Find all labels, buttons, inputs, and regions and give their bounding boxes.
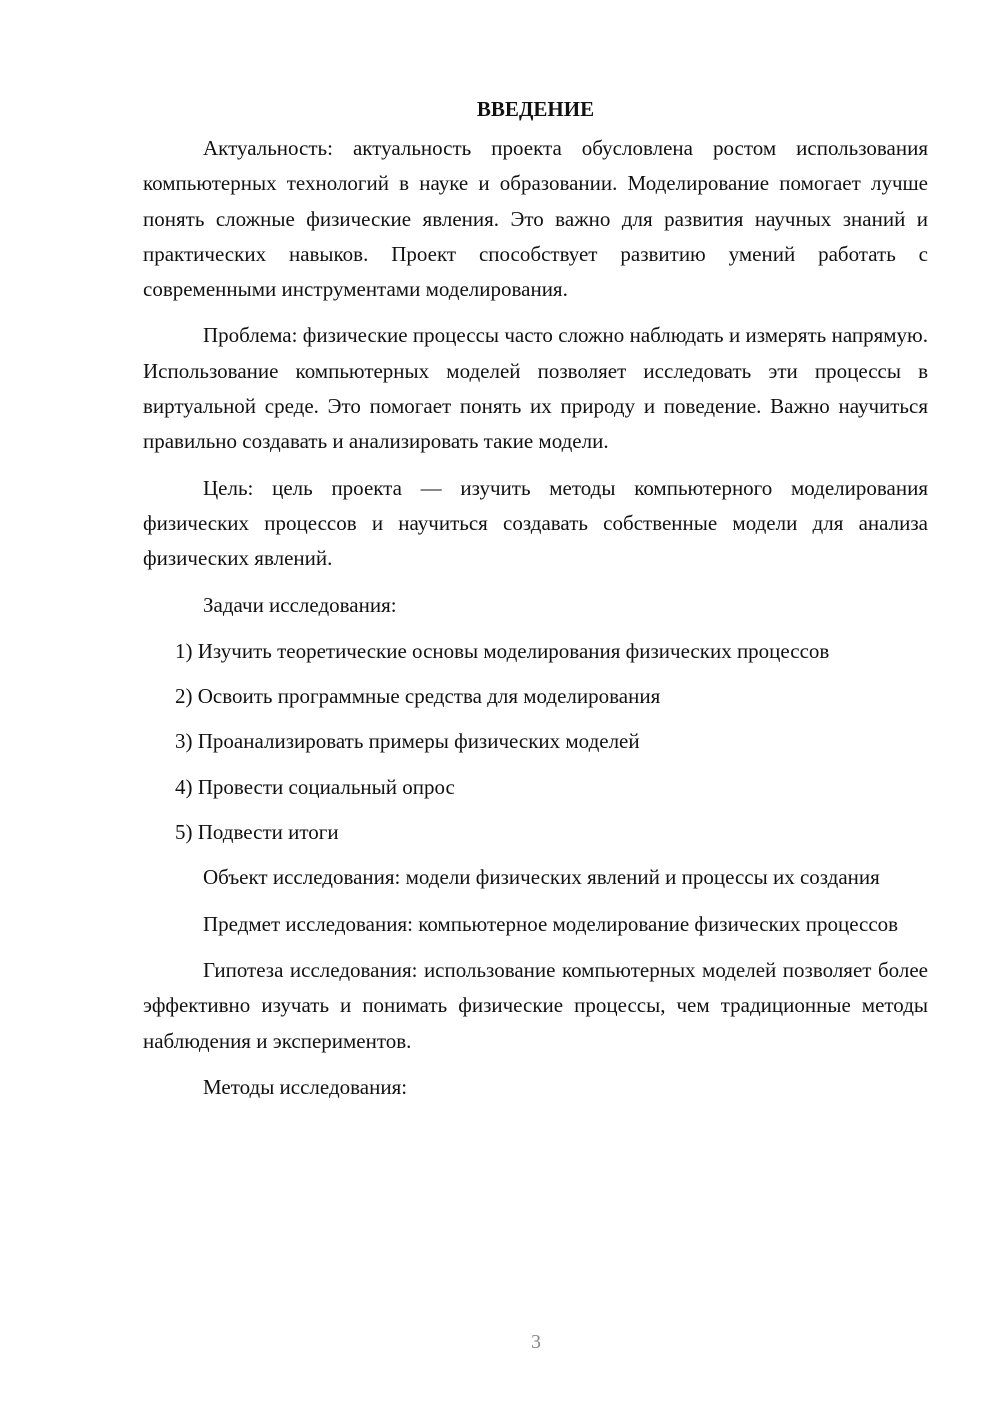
task-item: 2) Освоить программные средства для моделирования xyxy=(175,684,661,709)
relevance-paragraph: Актуальность: актуальность проекта обусловлена ростом использования компьютерных технологий в науке и образовании. Моделирование помогает лучше понять сложные физические явления. Это важно для развития научных знаний и практических навыков. Проект способствует развитию умений работать с современными инструментами моделирования. xyxy=(143,136,928,302)
page-number: 3 xyxy=(531,1331,541,1353)
task-item: 3) Проанализировать примеры физических моделей xyxy=(175,729,640,754)
problem-paragraph: Проблема: физические процессы часто сложно наблюдать и измерять напрямую. Использование компьютерных моделей позволяет исследовать эти процессы в виртуальной среде. Это помогает понять их природу и поведение. Важно научиться правильно создавать и анализировать такие модели. xyxy=(143,323,928,454)
tasks-heading: Задачи исследования: xyxy=(203,592,397,617)
task-item: 5) Подвести итоги xyxy=(175,820,339,845)
hypothesis-paragraph: Гипотеза исследования: использование компьютерных моделей позволяет более эффективно изучать и понимать физические процессы, чем традиционные методы наблюдения и экспериментов. xyxy=(143,957,928,1053)
section-title: ВВЕДЕНИЕ xyxy=(476,97,595,121)
task-item: 1) Изучить теоретические основы моделирования физических процессов xyxy=(175,638,830,663)
page-content xyxy=(143,92,928,1116)
task-item: 4) Провести социальный опрос xyxy=(175,774,455,799)
subject-paragraph: Предмет исследования: компьютерное моделирование физических процессов xyxy=(203,911,899,936)
methods-heading: Методы исследования: xyxy=(203,1074,408,1099)
goal-paragraph: Цель: цель проекта — изучить методы компьютерного моделирования физических процессов и научиться создавать собственные модели для анализа физических явлений. xyxy=(143,475,928,571)
object-paragraph: Объект исследования: модели физических явлений и процессы их создания xyxy=(203,865,880,890)
